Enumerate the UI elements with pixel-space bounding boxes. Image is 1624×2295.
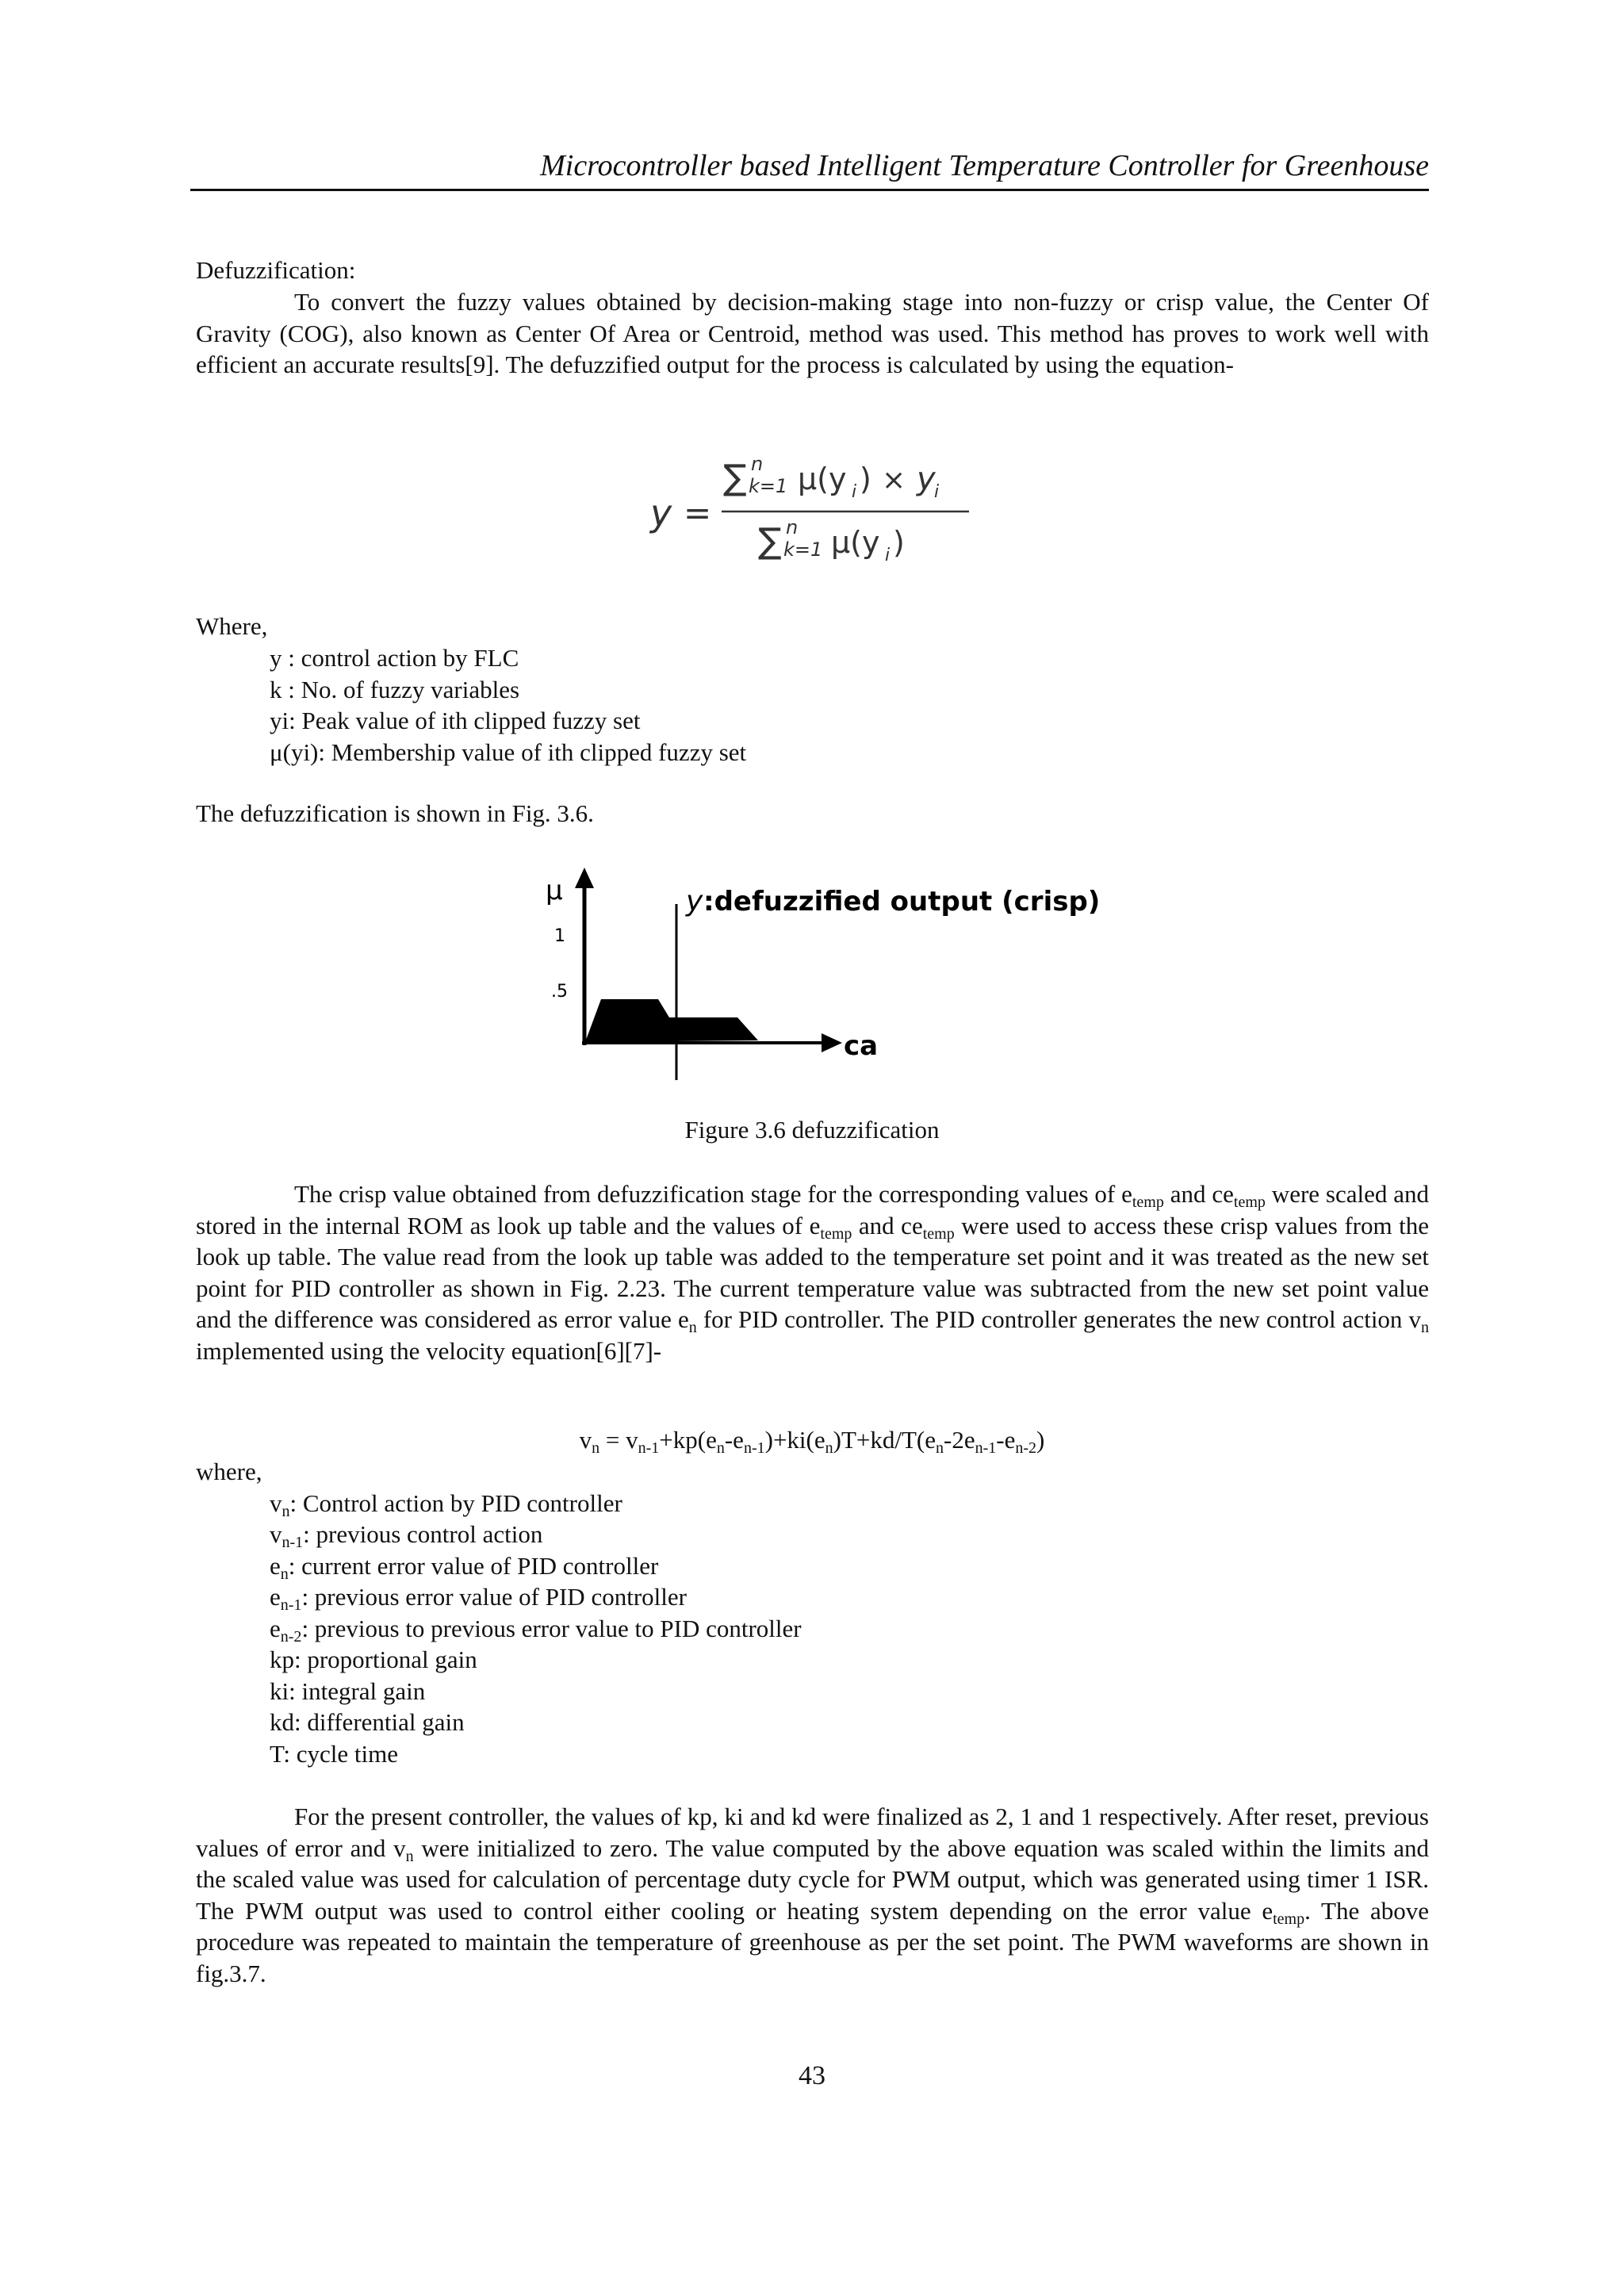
crisp-value-paragraph — [196, 1178, 1429, 1366]
header-rule — [190, 189, 1429, 191]
eq-sub-n: n — [592, 1439, 600, 1457]
x-axis-label: ca — [844, 1030, 879, 1062]
p2-text-3: were used to access these crisp values from the look up table. The value read from the look up table was added to the temperature set point and it was treated as the new set point for PID controller as shown in Fig. 2.23. The current temperature value was subtracted from the new set point value and the difference was considered as error value e — [196, 1211, 1429, 1333]
eq-minus-2e: -2e — [944, 1426, 975, 1454]
tick-label-half: .5 — [551, 982, 568, 1002]
pid-def-kp: kp: proportional gain — [270, 1646, 477, 1673]
num-y-sub: i — [934, 482, 940, 502]
p2-sub-temp-2: temp — [1233, 1193, 1266, 1211]
output-label: :defuzzified output (crisp) — [703, 886, 1101, 918]
clipped-fuzzy-area — [585, 999, 758, 1042]
eq-sub-n: n — [716, 1439, 725, 1457]
num-times: × — [882, 464, 906, 496]
defuzzification-figure — [531, 864, 1102, 1086]
p2-text-4: for PID controller. The PID controller generates the new control action v — [696, 1305, 1422, 1333]
den-sum: ∑ — [758, 521, 782, 561]
tick-label-1: 1 — [554, 926, 565, 946]
p3-sub-temp: temp — [1273, 1910, 1305, 1928]
where-item-mu: μ(yi): Membership value of ith clipped fuzzy set — [270, 738, 747, 766]
den-sub-i: i — [885, 546, 891, 565]
eq-ki-term: )+ki(e — [764, 1426, 825, 1454]
den-close: ) — [893, 525, 905, 560]
pid-def-en1: $e_{n-1}$: previous error value of PID controller — [270, 1583, 687, 1614]
pid-def-ki: ki: integral gain — [270, 1677, 426, 1705]
eq-lhs: y — [650, 492, 672, 534]
p2-text-1: The crisp value obtained from defuzzification stage for the corresponding values of e — [294, 1180, 1132, 1208]
p2-text-5: implemented using the velocity equation[6][7]- — [196, 1336, 662, 1365]
p3-sub-n: n — [405, 1847, 414, 1865]
p2-sub-temp-1: temp — [1132, 1193, 1164, 1211]
eq-sub-n1: n-1 — [638, 1439, 660, 1457]
y-axis-arrow-icon — [575, 868, 594, 888]
eq-sub-n: n — [936, 1439, 944, 1457]
eq-equals: = — [684, 493, 712, 532]
intro-paragraph: To convert the fuzzy values obtained by decision-making stage into non-fuzzy or crisp value, the Center Of Gravity (COG), also known as Center Of Area or Centroid, method was used. This method has proves to work well with efficient an accurate results[9]. The defuzzified output for the process is calculated by using the equation- — [196, 288, 1429, 378]
cog-equation — [642, 448, 975, 575]
eq-minus-e: -e — [724, 1426, 744, 1454]
section-heading: Defuzzification: — [196, 256, 356, 284]
num-lower: k=1 — [749, 475, 788, 497]
p2-text-2: were scaled and stored in the internal ROM as look up table and the values of e — [196, 1180, 1430, 1239]
output-variable: y — [686, 885, 703, 918]
figure-reference: The defuzzification is shown in Fig. 3.6. — [196, 799, 594, 827]
x-axis-arrow-icon — [822, 1033, 842, 1052]
num-y: y — [917, 461, 936, 497]
where-item-y: y : control action by FLC — [270, 644, 519, 672]
page-number: 43 — [799, 2061, 825, 2090]
eq-close: ) — [1036, 1426, 1045, 1454]
eq-kp-term: +kp(e — [659, 1426, 717, 1454]
den-lower: k=1 — [783, 538, 823, 561]
den-upper: n — [786, 516, 799, 538]
pid-def-vn1: $v_{n-1}$: previous control action — [270, 1520, 543, 1551]
p2-sub-temp-4: temp — [922, 1224, 955, 1243]
p3-text-1: For the present controller, the values of kp, ki and kd were finalized as 2, 1 and 1 respectively. After reset, previous values of error and v — [196, 1803, 1429, 1862]
num-sub-i: i — [852, 482, 857, 502]
pid-def-t: T: cycle time — [270, 1740, 399, 1768]
p3-text-2: were initialized to zero. The value computed by the above equation was scaled within the limits and the scaled value was used for calculation of percentage duty cycle for PWM output, which was generated using timer 1 ISR. The PWM output was used to control either cooling or heating system depending on the error value e — [196, 1833, 1430, 1925]
eq-v: v — [579, 1426, 592, 1454]
pid-gains-paragraph — [196, 1801, 1429, 1989]
where-label: Where, — [196, 612, 268, 640]
eq-sub-n1: n-1 — [975, 1439, 997, 1457]
p2-sub-n-1: n — [688, 1319, 697, 1336]
p2-sub-temp-3: temp — [820, 1224, 852, 1243]
num-upper: n — [751, 453, 764, 475]
p2-text-and-2: and ce — [852, 1211, 923, 1239]
where-item-k: k : No. of fuzzy variables — [270, 676, 520, 703]
pid-def-en: $e_n$: current error value of PID controller — [270, 1552, 659, 1583]
p2-text-and-1: and ce — [1163, 1180, 1234, 1208]
num-mu: μ(y — [798, 462, 847, 496]
running-header: Microcontroller based Intelligent Temperature Controller for Greenhouse — [540, 149, 1429, 182]
pid-def-en2: $e_{n-2}$: previous to previous error value to PID controller — [270, 1615, 802, 1646]
eq-sub-n: n — [825, 1439, 833, 1457]
num-close: ) — [860, 462, 871, 496]
pid-velocity-equation — [0, 1424, 1624, 1455]
num-sum: ∑ — [723, 458, 747, 498]
den-mu: μ(y — [831, 525, 880, 560]
where-item-yi: yi: Peak value of ith clipped fuzzy set — [270, 707, 641, 734]
p3-text-3: . The above procedure was repeated to maintain the temperature of greenhouse as per the set point. The PWM waveforms are shown in fig.3.7. — [196, 1896, 1430, 1987]
eq-kd-term: )T+kd/T(e — [833, 1426, 936, 1454]
eq-sub-n2: n-2 — [1015, 1439, 1037, 1457]
pid-def-vn: $v_n$: Control action by PID controller — [270, 1489, 622, 1520]
eq-minus-e: -e — [996, 1426, 1016, 1454]
eq-sub-n1: n-1 — [743, 1439, 765, 1457]
figure-caption: Figure 3.6 defuzzification — [684, 1116, 940, 1144]
where2-label: where, — [196, 1458, 262, 1485]
eq-equals-v: = v — [599, 1426, 638, 1454]
p2-sub-n-2: n — [1421, 1319, 1430, 1336]
y-axis-label: μ — [546, 875, 563, 906]
pid-def-kd: kd: differential gain — [270, 1708, 465, 1736]
